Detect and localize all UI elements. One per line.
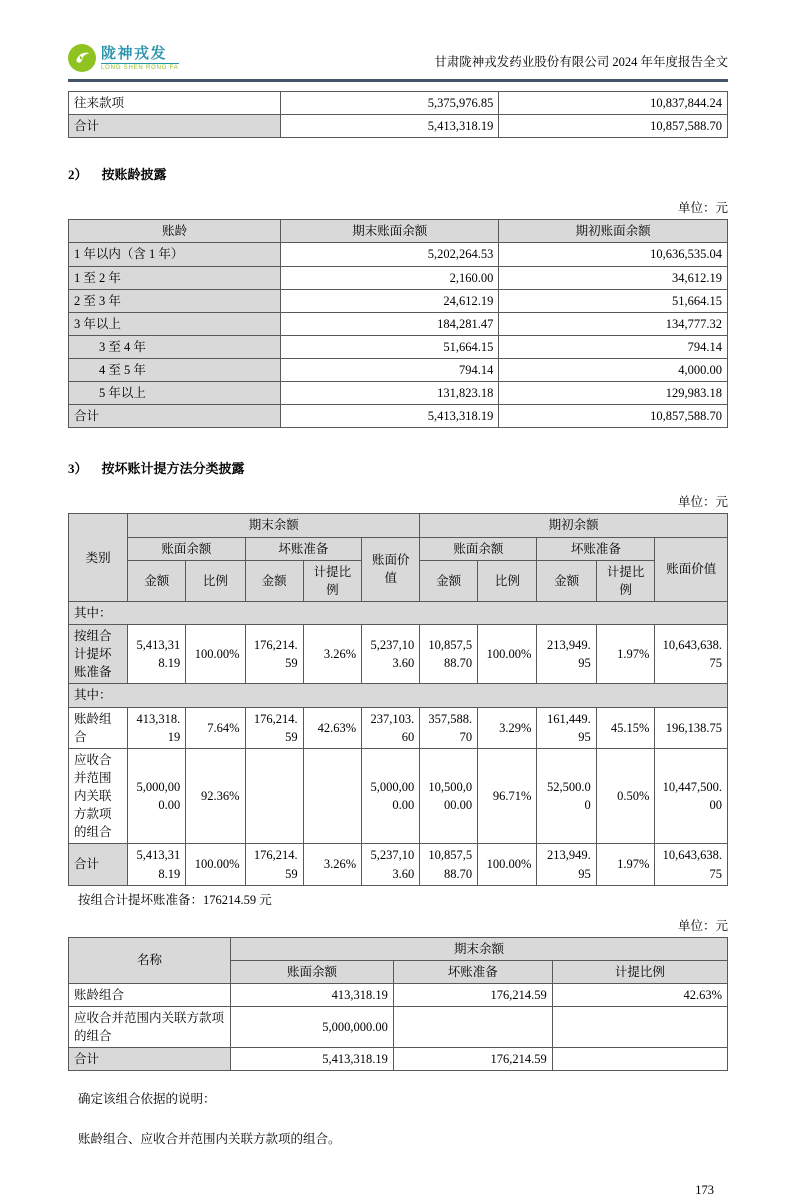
section-heading-aging (68, 164, 728, 183)
row-label: 合计 (69, 405, 281, 428)
table-cell: 413,318.19 (128, 707, 186, 748)
combination-table (68, 937, 728, 1072)
table-cell: 7.64% (186, 707, 245, 748)
unit-label: 单位：元 (677, 201, 728, 216)
table-header-row (69, 537, 728, 560)
column-header: 金额 (537, 560, 596, 601)
table-cell: 34,612.19 (499, 266, 728, 289)
table-cell: 10,857,588.70 (499, 405, 728, 428)
table-cell: 3.29% (478, 707, 537, 748)
table-cell: 10,500,000.00 (420, 748, 478, 844)
table-cell: 129,983.18 (499, 382, 728, 405)
table-cell: 10,447,500.00 (655, 748, 728, 844)
table-cell: 42.63% (303, 707, 362, 748)
table-cell: 10,643,638.75 (655, 625, 728, 684)
table-row (69, 748, 728, 844)
table-cell: 51,664.15 (281, 335, 499, 358)
table-cell: 3.26% (303, 625, 362, 684)
table-cell: 5,000,000.00 (128, 748, 186, 844)
table-cell (393, 1007, 552, 1048)
document-page (68, 0, 728, 1198)
table-cell (552, 1048, 727, 1071)
table-cell: 10,837,844.24 (499, 92, 728, 115)
table-cell: 176,214.59 (245, 625, 303, 684)
carryover-table (68, 91, 728, 138)
table-row (69, 983, 728, 1006)
table-cell: 131,823.18 (281, 382, 499, 405)
table-cell: 176,214.59 (245, 707, 303, 748)
table-cell: 213,949.95 (537, 844, 596, 885)
column-header: 期末余额 (128, 514, 420, 537)
column-header: 金额 (420, 560, 478, 601)
table-cell: 176,214.59 (245, 844, 303, 885)
row-label: 5 年以上 (69, 382, 281, 405)
row-label: 1 至 2 年 (69, 266, 281, 289)
column-header: 计提比例 (552, 960, 727, 983)
table-row (69, 625, 728, 684)
table-cell: 184,281.47 (281, 312, 499, 335)
row-label: 账龄组合 (69, 707, 128, 748)
table-cell: 92.36% (186, 748, 245, 844)
column-header: 坏账准备 (537, 537, 655, 560)
table-cell: 413,318.19 (231, 983, 394, 1006)
provision-note: 按组合计提坏账准备：176214.59 元 (78, 892, 272, 907)
column-header: 期初余额 (420, 514, 728, 537)
table-cell: 24,612.19 (281, 289, 499, 312)
column-header: 金额 (128, 560, 186, 601)
table-row (69, 289, 728, 312)
page-number: 173 (695, 1183, 714, 1198)
table-row (69, 382, 728, 405)
column-header: 比例 (186, 560, 245, 601)
table-cell: 52,500.00 (537, 748, 596, 844)
table-cell: 794.14 (499, 335, 728, 358)
unit-label: 单位：元 (677, 918, 728, 933)
row-label: 3 年以上 (69, 312, 281, 335)
table-cell: 5,413,318.19 (281, 115, 499, 138)
table-cell: 51,664.15 (499, 289, 728, 312)
section-number: 3） (68, 461, 88, 477)
table-cell: 5,375,976.85 (281, 92, 499, 115)
table-cell: 5,202,264.53 (281, 243, 499, 266)
table-cell: 5,413,318.19 (128, 625, 186, 684)
logo-bird-icon (68, 44, 96, 72)
table-cell: 5,413,318.19 (281, 405, 499, 428)
column-header: 期末账面余额 (281, 220, 499, 243)
table-row (69, 1007, 728, 1048)
row-label: 账龄组合 (69, 983, 231, 1006)
combination-basis-text: 账龄组合、应收合并范围内关联方款项的组合。 (78, 1132, 341, 1147)
logo-text-en: LONG SHEN RONG FA (101, 64, 179, 71)
row-label: 应收合并范围内关联方款项的组合 (69, 1007, 231, 1048)
column-header: 账面价值 (655, 537, 728, 601)
table-row-total (69, 115, 728, 138)
table-cell: 794.14 (281, 359, 499, 382)
row-label: 合计 (69, 844, 128, 885)
row-label: 2 至 3 年 (69, 289, 281, 312)
table-cell (245, 748, 303, 844)
column-header: 账面余额 (231, 960, 394, 983)
column-header: 期末余额 (231, 937, 728, 960)
column-header: 比例 (478, 560, 537, 601)
combination-basis-label: 确定该组合依据的说明： (78, 1092, 216, 1107)
table-cell: 2,160.00 (281, 266, 499, 289)
table-cell (552, 1007, 727, 1048)
table-row (69, 266, 728, 289)
column-header: 坏账准备 (393, 960, 552, 983)
table-cell: 100.00% (186, 625, 245, 684)
logo-text (101, 46, 179, 71)
table-cell: 5,000,000.00 (362, 748, 420, 844)
table-row (69, 335, 728, 358)
column-header: 期初账面余额 (499, 220, 728, 243)
row-label: 合计 (69, 1048, 231, 1071)
aging-table (68, 219, 728, 428)
column-header: 类别 (69, 514, 128, 602)
column-header: 账龄 (69, 220, 281, 243)
table-cell: 5,237,103.60 (362, 625, 420, 684)
row-label: 4 至 5 年 (69, 359, 281, 382)
table-cell: 3.26% (303, 844, 362, 885)
section-number: 2） (68, 167, 88, 183)
table-cell: 10,857,588.70 (499, 115, 728, 138)
column-header: 账面余额 (420, 537, 537, 560)
table-cell: 176,214.59 (393, 983, 552, 1006)
row-label: 1 年以内（含 1 年） (69, 243, 281, 266)
table-header-row (69, 220, 728, 243)
table-cell: 1.97% (596, 625, 655, 684)
table-row (69, 359, 728, 382)
table-row-total (69, 405, 728, 428)
table-cell: 0.50% (596, 748, 655, 844)
table-cell: 10,857,588.70 (420, 625, 478, 684)
table-cell: 161,449.95 (537, 707, 596, 748)
section-heading-method (68, 458, 728, 477)
table-cell: 5,413,318.19 (231, 1048, 394, 1071)
column-header: 账面价值 (362, 537, 420, 601)
company-logo (68, 44, 179, 72)
table-header-row (69, 937, 728, 960)
table-cell: 237,103.60 (362, 707, 420, 748)
table-row (69, 243, 728, 266)
row-label: 往来款项 (69, 92, 281, 115)
column-header: 金额 (245, 560, 303, 601)
table-row-total (69, 1048, 728, 1071)
report-title: 甘肃陇神戎发药业股份有限公司 2024 年年度报告全文 (434, 55, 728, 69)
row-label: 3 至 4 年 (69, 335, 281, 358)
group-label: 其中： (69, 684, 728, 707)
table-cell: 100.00% (478, 625, 537, 684)
table-row (69, 92, 728, 115)
column-header: 名称 (69, 937, 231, 983)
table-cell: 100.00% (478, 844, 537, 885)
column-header: 账面余额 (128, 537, 245, 560)
table-row-total (69, 844, 728, 885)
section-title-text: 按坏账计提方法分类披露 (101, 461, 245, 477)
table-cell: 10,857,588.70 (420, 844, 478, 885)
table-cell: 5,237,103.60 (362, 844, 420, 885)
table-cell: 10,636,535.04 (499, 243, 728, 266)
table-row (69, 707, 728, 748)
table-cell: 4,000.00 (499, 359, 728, 382)
table-cell: 213,949.95 (537, 625, 596, 684)
table-cell: 42.63% (552, 983, 727, 1006)
row-label: 按组合计提坏账准备 (69, 625, 128, 684)
page-header (68, 0, 728, 82)
table-header-row (69, 514, 728, 537)
table-cell: 176,214.59 (393, 1048, 552, 1071)
column-header: 计提比例 (596, 560, 655, 601)
table-cell: 5,000,000.00 (231, 1007, 394, 1048)
table-cell: 134,777.32 (499, 312, 728, 335)
column-header: 计提比例 (303, 560, 362, 601)
row-label: 应收合并范围内关联方款项的组合 (69, 748, 128, 844)
table-cell: 196,138.75 (655, 707, 728, 748)
table-cell: 100.00% (186, 844, 245, 885)
logo-text-cn: 陇神戎发 (101, 44, 168, 62)
table-cell: 5,413,318.19 (128, 844, 186, 885)
table-cell (303, 748, 362, 844)
table-cell: 357,588.70 (420, 707, 478, 748)
table-cell: 45.15% (596, 707, 655, 748)
unit-label: 单位：元 (677, 495, 728, 510)
table-group-row (69, 684, 728, 707)
row-label: 合计 (69, 115, 281, 138)
table-cell: 96.71% (478, 748, 537, 844)
table-cell: 1.97% (596, 844, 655, 885)
column-header: 坏账准备 (245, 537, 362, 560)
provision-method-table (68, 513, 728, 885)
section-title-text: 按账龄披露 (101, 167, 167, 183)
table-cell: 10,643,638.75 (655, 844, 728, 885)
table-row (69, 312, 728, 335)
group-label: 其中： (69, 601, 728, 624)
table-group-row (69, 601, 728, 624)
